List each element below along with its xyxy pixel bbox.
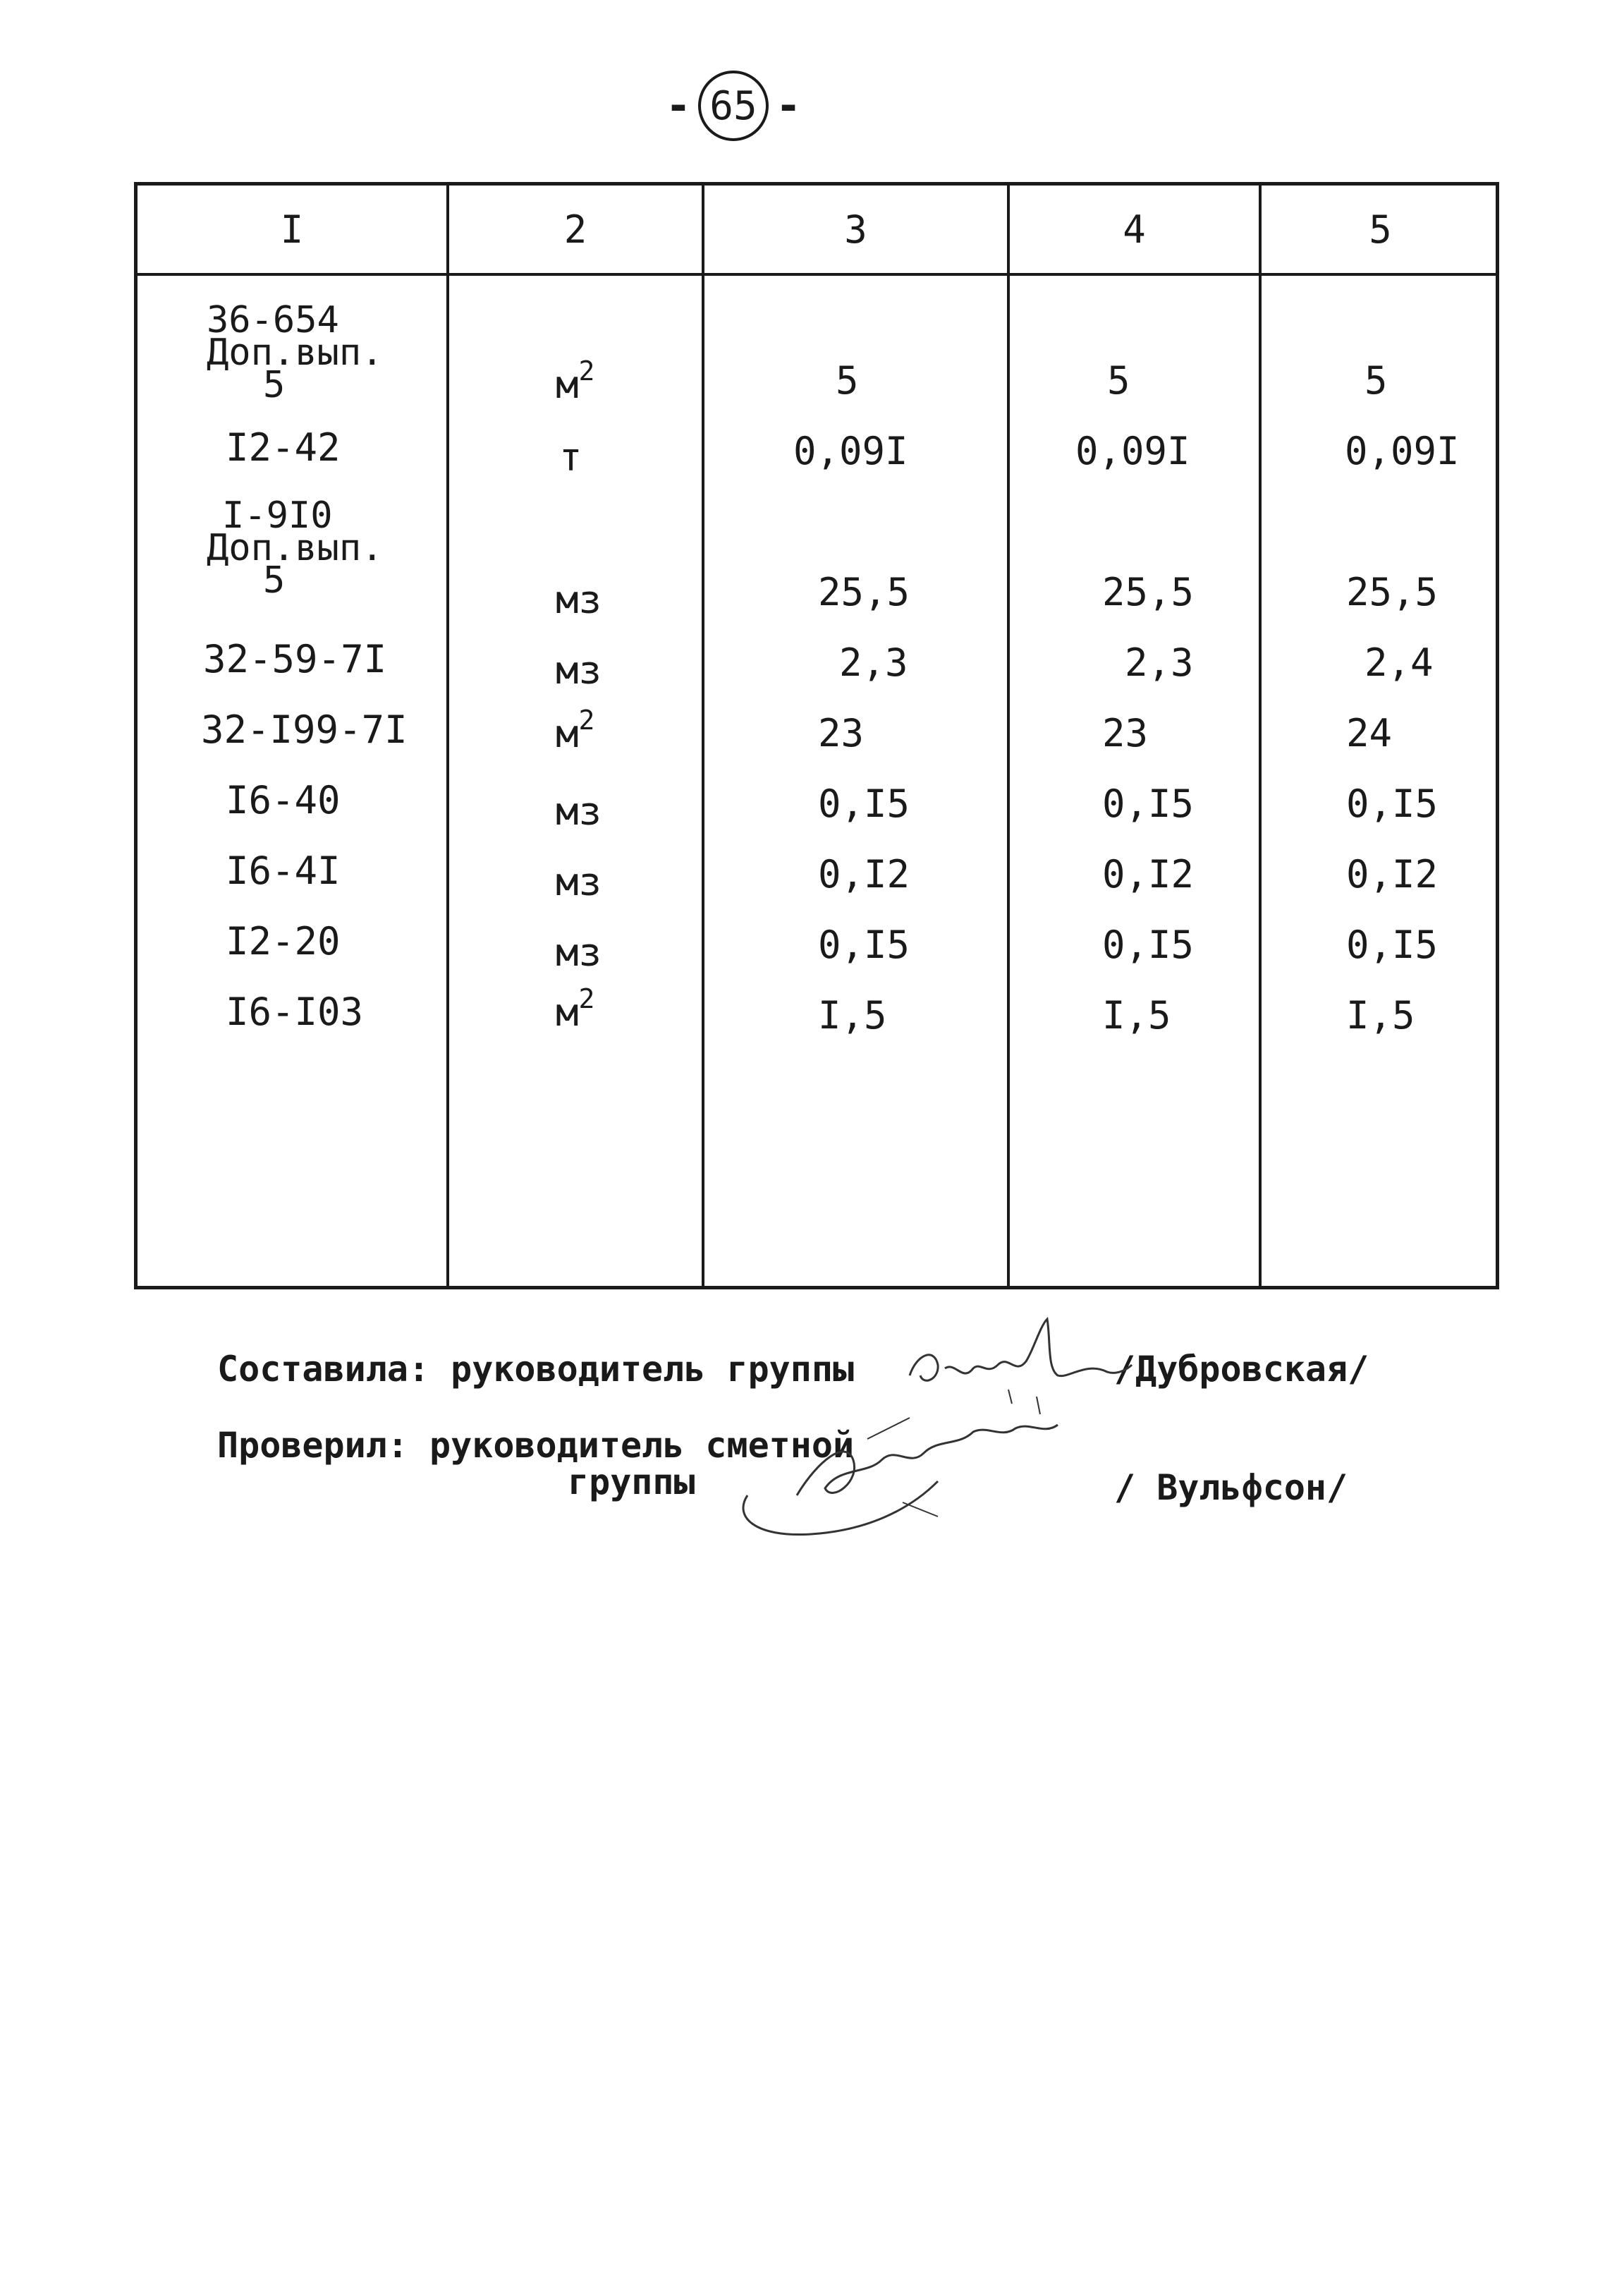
- table-row-value: 5: [1107, 358, 1130, 403]
- table-row-value: 0,I5: [1346, 782, 1439, 826]
- checked-by-label-2: группы: [568, 1462, 695, 1502]
- table-row-value: 0,I5: [1102, 923, 1195, 967]
- table-row-value: 0,I2: [1346, 852, 1439, 897]
- table-row-value: 0,I2: [1102, 852, 1195, 897]
- table-row-value: 25,5: [1102, 570, 1195, 614]
- table-row-value: 2,3: [839, 640, 908, 685]
- table-row-value: 24: [1346, 711, 1393, 755]
- compiled-by-label: Составила: руководитель группы: [217, 1349, 855, 1390]
- table-row-unit: $м^2$: [556, 983, 595, 1035]
- table-row-code: I2-20: [226, 919, 341, 964]
- table-row-value: 0,I5: [818, 782, 910, 826]
- table-row-value: 2,4: [1364, 640, 1434, 685]
- column-header-2: 2: [563, 207, 587, 252]
- table-row-value: 5: [836, 358, 859, 403]
- table-row-value: I,5: [1102, 993, 1171, 1038]
- table-row-value: 0,09I: [1345, 429, 1460, 473]
- table-row-value: 2,3: [1125, 640, 1194, 685]
- table-row-value: 0,09I: [793, 429, 908, 473]
- table-row-code: I6-4I: [226, 849, 341, 893]
- column-header-5: 5: [1369, 207, 1392, 252]
- table-row-code: I6-40: [226, 778, 341, 822]
- table-row-code: I-9I0 Доп.вып. 5: [207, 494, 384, 602]
- column-header-4: 4: [1123, 207, 1146, 252]
- table-row-code: 36-654 Доп.вып. 5: [207, 299, 384, 406]
- column-header-1: I: [280, 207, 304, 252]
- checked-by-label: Проверил: руководитель сметной: [217, 1425, 855, 1466]
- table-row-value: 23: [1102, 711, 1149, 755]
- table-row-unit: $м^2$: [556, 356, 595, 407]
- table-row-value: 0,I5: [1102, 782, 1195, 826]
- table-row-value: 23: [818, 711, 865, 755]
- checked-by-name: / Вульфсон/: [1114, 1467, 1348, 1508]
- table-row-value: 25,5: [818, 570, 910, 614]
- table-row-value: 0,I5: [818, 923, 910, 967]
- table-row-code: 32-59-7I: [203, 637, 387, 681]
- compiled-by-name: /Дубровская/: [1114, 1349, 1369, 1390]
- table-row-unit: т: [559, 435, 582, 480]
- table-row-code: 32-I99-7I: [201, 707, 408, 752]
- table-row-value: 0,09I: [1075, 429, 1190, 473]
- table-row-value: 0,I2: [818, 852, 910, 897]
- page-number-circle: [698, 71, 769, 141]
- table-row-unit: мз: [556, 648, 602, 693]
- page-number: - 65 -: [656, 67, 811, 145]
- table-row-value: 5: [1364, 358, 1388, 403]
- table-row-value: 25,5: [1346, 570, 1439, 614]
- table-row-value: I,5: [818, 993, 887, 1038]
- table-row-unit: $м^2$: [556, 705, 595, 756]
- column-header-3: 3: [844, 207, 867, 252]
- table-row-value: I,5: [1346, 993, 1415, 1038]
- table-row-code: I2-42: [226, 425, 341, 470]
- table-row-unit: мз: [556, 789, 602, 834]
- table-row-code: I6-I03: [226, 990, 364, 1034]
- table-row-unit: мз: [556, 860, 602, 904]
- table-row-unit: мз: [556, 930, 602, 975]
- data-table: [134, 182, 1499, 1289]
- page-number-value: 65: [709, 83, 757, 129]
- table-row-value: 0,I5: [1346, 923, 1439, 967]
- table-row-unit: мз: [556, 578, 602, 622]
